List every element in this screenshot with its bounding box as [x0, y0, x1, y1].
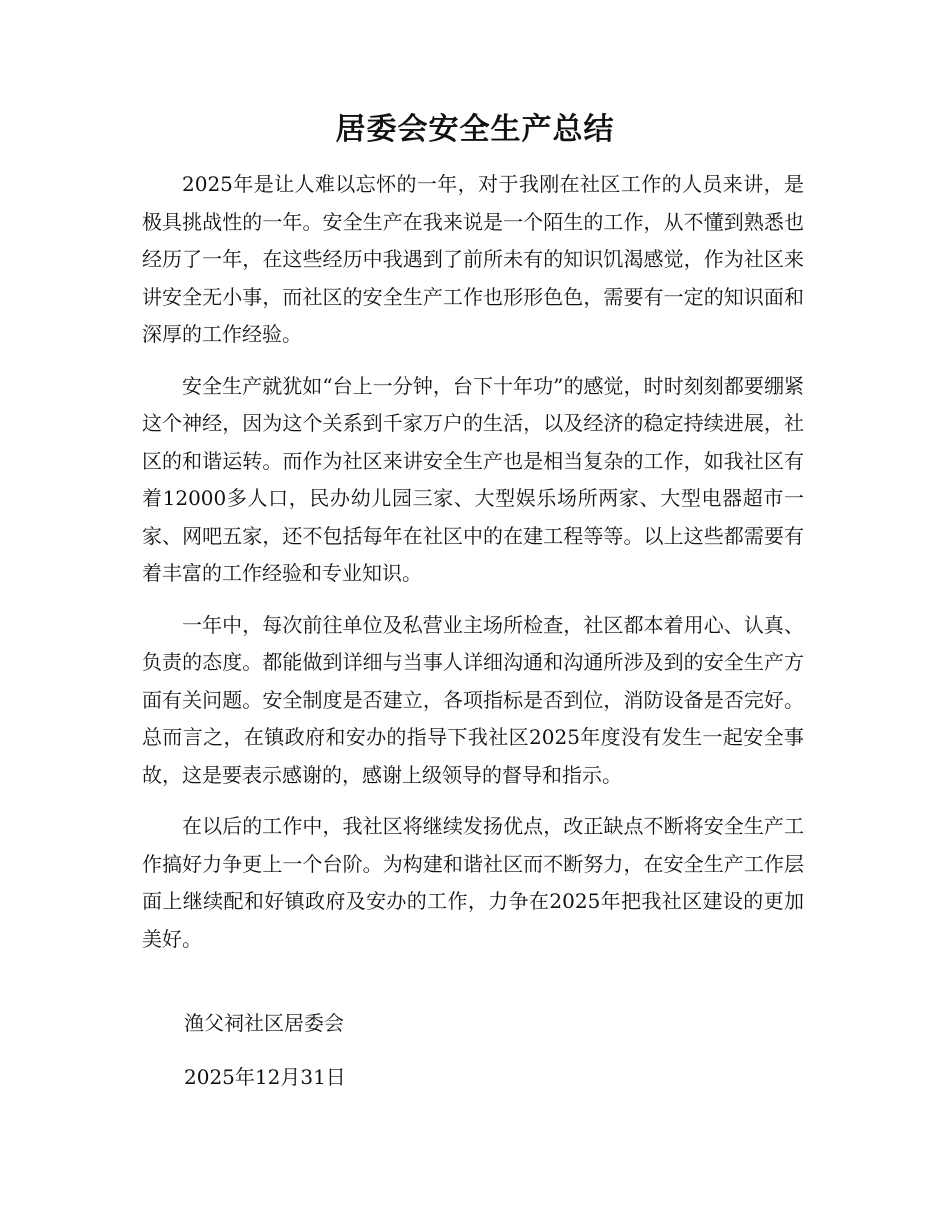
- document-body: [142, 166, 804, 972]
- paragraph-3: 一年中，每次前往单位及私营业主场所检查，社区都本着用心、认真、负责的态度。都能做到详细与当事人详细沟通和沟通所涉及到的安全生产方面有关问题。安全制度是否建立，各项指标是否到位，消防设备是否完好。总而言之，在镇政府和安办的指导下我社区2025年度没有发生一起安全事故，这是要表示感谢的，感谢上级领导的督导和指示。: [142, 612, 804, 787]
- signature-date: 2025年12月31日: [184, 1065, 346, 1089]
- paragraph-1: 2025年是让人难以忘怀的一年，对于我刚在社区工作的人员来讲，是极具挑战性的一年。安全生产在我来说是一个陌生的工作，从不懂到熟悉也经历了一年，在这些经历中我遇到了前所未有的知识饥渴感觉，作为社区来讲安全无小事，而社区的安全生产工作也形形色色，需要有一定的知识面和深厚的工作经验。: [142, 172, 804, 346]
- paragraph-4: 在以后的工作中，我社区将继续发扬优点，改正缺点不断将安全生产工作搞好力争更上一个台阶。为构建和谐社区而不断努力，在安全生产工作层面上继续配和好镇政府及安办的工作，力争在2025年把我社区建设的更加美好。: [142, 814, 804, 951]
- signature-organization: 渔父祠社区居委会: [184, 1011, 344, 1035]
- document-title: 居委会安全生产总结: [335, 112, 615, 147]
- paragraph-2: 安全生产就犹如“台上一分钟，台下十年功”的感觉，时时刻刻都要绷紧这个神经，因为这个关系到千家万户的生活，以及经济的稳定持续进展，社区的和谐运转。而作为社区来讲安全生产也是相当复杂的工作，如我社区有着12000多人口，民办幼儿园三家、大型娱乐场所两家、大型电器超市一家、网吧五家，还不包括每年在社区中的在建工程等等。以上这些都需要有着丰富的工作经验和专业知识。: [142, 373, 804, 585]
